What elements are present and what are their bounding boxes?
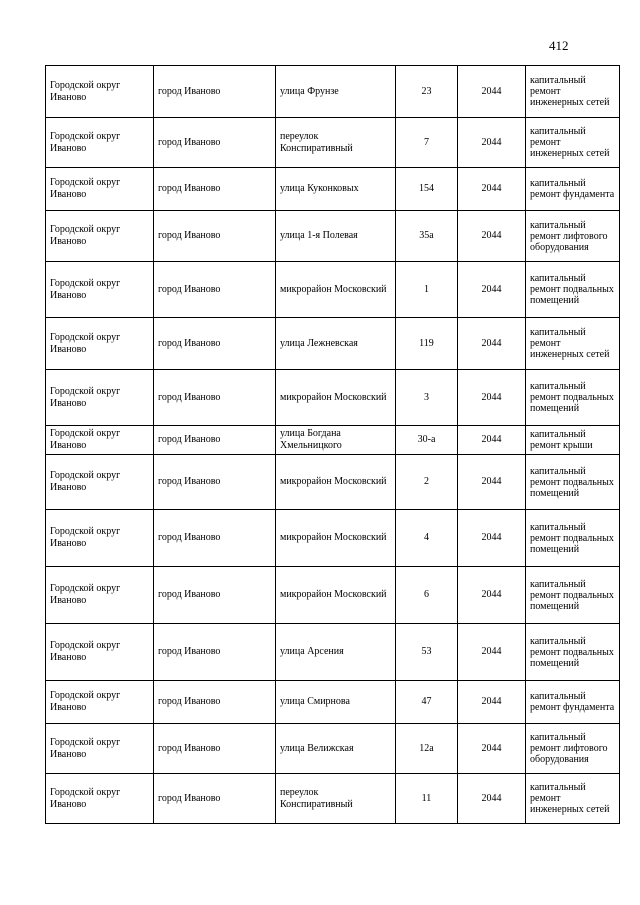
street-cell: микрорайон Московский — [276, 262, 396, 318]
table-row — [46, 118, 620, 168]
district-cell: Городской округ Иваново — [46, 774, 154, 824]
work-type-cell: капитальный ремонт фундамента — [526, 168, 620, 211]
house-number-cell: 53 — [396, 624, 458, 681]
work-type-cell: капитальный ремонт лифтового оборудования — [526, 211, 620, 262]
district-cell: Городской округ Иваново — [46, 318, 154, 370]
house-number-cell: 154 — [396, 168, 458, 211]
table-row — [46, 211, 620, 262]
year-cell: 2044 — [458, 168, 526, 211]
table-row — [46, 567, 620, 624]
year-cell: 2044 — [458, 510, 526, 567]
year-cell: 2044 — [458, 681, 526, 724]
house-number-cell: 12а — [396, 724, 458, 774]
district-cell: Городской округ Иваново — [46, 118, 154, 168]
year-cell: 2044 — [458, 567, 526, 624]
city-cell: город Иваново — [154, 724, 276, 774]
house-number-cell: 30-а — [396, 426, 458, 455]
house-number-cell: 35а — [396, 211, 458, 262]
street-cell: улица Богдана Хмельницкого — [276, 426, 396, 455]
house-number-cell: 7 — [396, 118, 458, 168]
work-type-cell: капитальный ремонт инженерных сетей — [526, 318, 620, 370]
city-cell: город Иваново — [154, 66, 276, 118]
city-cell: город Иваново — [154, 681, 276, 724]
district-cell: Городской округ Иваново — [46, 624, 154, 681]
work-type-cell: капитальный ремонт подвальных помещений — [526, 567, 620, 624]
street-cell: улица Фрунзе — [276, 66, 396, 118]
housing-repair-table — [45, 65, 620, 824]
table-row — [46, 455, 620, 510]
work-type-cell: капитальный ремонт подвальных помещений — [526, 624, 620, 681]
district-cell: Городской округ Иваново — [46, 66, 154, 118]
work-type-cell: капитальный ремонт подвальных помещений — [526, 370, 620, 426]
work-type-cell: капитальный ремонт лифтового оборудования — [526, 724, 620, 774]
year-cell: 2044 — [458, 624, 526, 681]
street-cell: улица Куконковых — [276, 168, 396, 211]
year-cell: 2044 — [458, 318, 526, 370]
year-cell: 2044 — [458, 455, 526, 510]
table-row — [46, 262, 620, 318]
table-row — [46, 624, 620, 681]
city-cell: город Иваново — [154, 426, 276, 455]
year-cell: 2044 — [458, 426, 526, 455]
year-cell: 2044 — [458, 262, 526, 318]
table-row — [46, 510, 620, 567]
table-row — [46, 370, 620, 426]
street-cell: улица 1-я Полевая — [276, 211, 396, 262]
year-cell: 2044 — [458, 370, 526, 426]
city-cell: город Иваново — [154, 318, 276, 370]
house-number-cell: 3 — [396, 370, 458, 426]
district-cell: Городской округ Иваново — [46, 262, 154, 318]
table-row — [46, 724, 620, 774]
district-cell: Городской округ Иваново — [46, 510, 154, 567]
page-number: 412 — [549, 38, 569, 53]
house-number-cell: 1 — [396, 262, 458, 318]
house-number-cell: 2 — [396, 455, 458, 510]
table-row — [46, 318, 620, 370]
work-type-cell: капитальный ремонт инженерных сетей — [526, 66, 620, 118]
district-cell: Городской округ Иваново — [46, 455, 154, 510]
street-cell: микрорайон Московский — [276, 567, 396, 624]
district-cell: Городской округ Иваново — [46, 211, 154, 262]
house-number-cell: 47 — [396, 681, 458, 724]
house-number-cell: 11 — [396, 774, 458, 824]
table-row — [46, 774, 620, 824]
city-cell: город Иваново — [154, 567, 276, 624]
city-cell: город Иваново — [154, 168, 276, 211]
city-cell: город Иваново — [154, 118, 276, 168]
street-cell: переулок Конспиративный — [276, 118, 396, 168]
house-number-cell: 6 — [396, 567, 458, 624]
work-type-cell: капитальный ремонт крыши — [526, 426, 620, 455]
street-cell: микрорайон Московский — [276, 370, 396, 426]
house-number-cell: 119 — [396, 318, 458, 370]
work-type-cell: капитальный ремонт подвальных помещений — [526, 510, 620, 567]
work-type-cell: капитальный ремонт фундамента — [526, 681, 620, 724]
work-type-cell: капитальный ремонт подвальных помещений — [526, 455, 620, 510]
year-cell: 2044 — [458, 66, 526, 118]
district-cell: Городской округ Иваново — [46, 426, 154, 455]
city-cell: город Иваново — [154, 510, 276, 567]
street-cell: улица Лежневская — [276, 318, 396, 370]
work-type-cell: капитальный ремонт инженерных сетей — [526, 774, 620, 824]
street-cell: переулок Конспиративный — [276, 774, 396, 824]
year-cell: 2044 — [458, 724, 526, 774]
city-cell: город Иваново — [154, 370, 276, 426]
year-cell: 2044 — [458, 774, 526, 824]
district-cell: Городской округ Иваново — [46, 168, 154, 211]
city-cell: город Иваново — [154, 455, 276, 510]
city-cell: город Иваново — [154, 262, 276, 318]
city-cell: город Иваново — [154, 774, 276, 824]
city-cell: город Иваново — [154, 211, 276, 262]
year-cell: 2044 — [458, 118, 526, 168]
district-cell: Городской округ Иваново — [46, 724, 154, 774]
district-cell: Городской округ Иваново — [46, 370, 154, 426]
street-cell: улица Велижская — [276, 724, 396, 774]
district-cell: Городской округ Иваново — [46, 567, 154, 624]
street-cell: улица Смирнова — [276, 681, 396, 724]
work-type-cell: капитальный ремонт подвальных помещений — [526, 262, 620, 318]
table-row — [46, 681, 620, 724]
street-cell: микрорайон Московский — [276, 510, 396, 567]
house-number-cell: 23 — [396, 66, 458, 118]
street-cell: улица Арсения — [276, 624, 396, 681]
house-number-cell: 4 — [396, 510, 458, 567]
city-cell: город Иваново — [154, 624, 276, 681]
district-cell: Городской округ Иваново — [46, 681, 154, 724]
street-cell: микрорайон Московский — [276, 455, 396, 510]
table-row — [46, 66, 620, 118]
year-cell: 2044 — [458, 211, 526, 262]
work-type-cell: капитальный ремонт инженерных сетей — [526, 118, 620, 168]
table-row — [46, 168, 620, 211]
table-row — [46, 426, 620, 455]
